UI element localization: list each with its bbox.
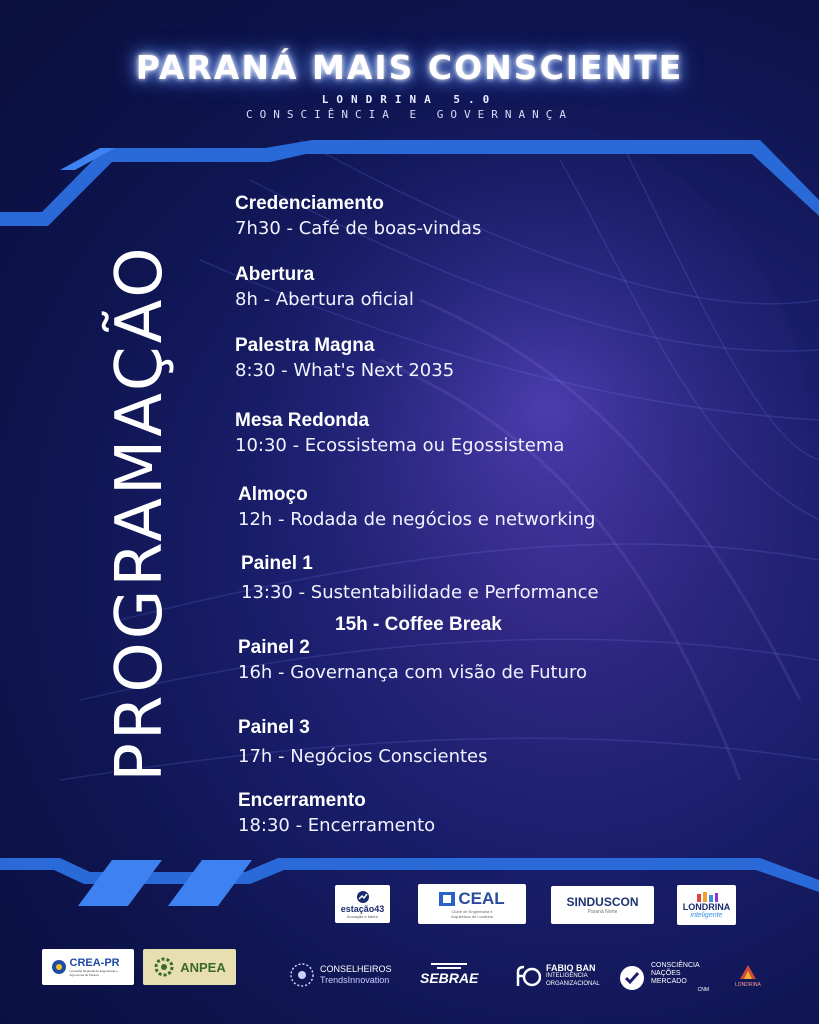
sponsor-tagline: Inovação e futuro xyxy=(347,913,378,919)
crea-icon xyxy=(51,959,67,975)
schedule-item-detail: 8h - Abertura oficial xyxy=(235,289,414,310)
schedule-item-title: Abertura xyxy=(235,264,315,285)
schedule-item-title: Almoço xyxy=(238,484,308,505)
schedule-item-almoco xyxy=(238,483,595,533)
anpea-gear-icon xyxy=(153,956,175,978)
sponsor-estacao43-logo xyxy=(335,885,390,923)
schedule-item-painel-3 xyxy=(238,716,488,770)
sponsor-name: FABIO BAN xyxy=(546,963,596,973)
sponsor-anpea-logo xyxy=(143,949,236,985)
sponsor-tagline: Clube de Engenharia e Arquitetura de Londrina xyxy=(451,909,493,919)
londrina-icon xyxy=(695,892,719,902)
sponsor-sinduscon-logo xyxy=(551,886,654,924)
sponsor-name: CEAL xyxy=(458,889,505,908)
estacao43-icon xyxy=(355,890,371,904)
schedule-item-detail: 12h - Rodada de negócios e networking xyxy=(238,509,596,530)
sponsor-crea-pr-logo xyxy=(42,949,134,985)
schedule-item-detail: 10:30 - Ecossistema ou Egossistema xyxy=(235,435,565,456)
sponsor-tagline: Conselho Regional de Engenharia e Agronomia do Paraná xyxy=(69,969,118,977)
sponsor-name: CONSCIÊNCIA NAÇÕES MERCADO xyxy=(651,962,700,985)
sponsor-name: estação43 xyxy=(340,903,385,914)
schedule-item-title: Painel 3 xyxy=(238,717,310,738)
schedule-item-detail: 18:30 - Encerramento xyxy=(238,815,436,836)
sponsor-name: CONSELHEIROS xyxy=(320,964,392,974)
sponsor-name: LONDRINA xyxy=(735,982,761,988)
sponsor-name: SEBRAE xyxy=(420,970,479,986)
schedule-item-credenciamento xyxy=(235,192,481,242)
schedule-item-title: Mesa Redonda xyxy=(235,410,370,431)
londrina-flag-icon xyxy=(738,963,758,981)
sponsor-name: CREA-PR xyxy=(69,957,120,969)
sponsor-tagline: inteligente xyxy=(690,911,723,919)
sponsor-tagline: TrendsInnovation xyxy=(320,975,390,985)
event-subtitle-theme: CONSCIÊNCIA E GOVERNANÇA xyxy=(246,108,573,121)
schedule-item-detail: 17h - Negócios Conscientes xyxy=(238,746,488,767)
schedule-item-abertura xyxy=(235,263,414,313)
sponsor-name: SINDUSCON xyxy=(566,895,639,909)
sponsor-tagline: Paraná Norte xyxy=(587,909,618,915)
sponsor-conselheiros-logo xyxy=(289,962,392,988)
schedule-item-palestra xyxy=(235,334,454,384)
sponsor-sebrae-logo xyxy=(420,963,478,986)
conselheiros-icon xyxy=(289,962,315,988)
schedule-item-encerramento xyxy=(238,789,435,839)
schedule-item-title: Painel 2 xyxy=(238,637,310,658)
schedule-item-detail: 16h - Governança com visão de Futuro xyxy=(238,662,587,683)
schedule-item-detail: 8:30 - What's Next 2035 xyxy=(235,360,455,381)
sponsor-tagline: INTELIGÊNCIA ORGANIZACIONAL xyxy=(546,973,600,987)
sponsor-cnm-logo xyxy=(618,962,709,994)
coffee-break: 15h - Coffee Break xyxy=(335,614,502,635)
fabioban-icon xyxy=(515,964,541,988)
schedule-item-painel-1 xyxy=(241,552,599,606)
sponsor-fabio-ban-logo xyxy=(515,964,608,988)
sponsor-ceal-logo xyxy=(418,884,526,924)
sebrae-icon xyxy=(431,963,467,969)
schedule-item-detail: 7h30 - Café de boas-vindas xyxy=(235,218,482,239)
sponsor-tagline: CNM xyxy=(697,987,709,993)
schedule-item-painel-2 xyxy=(238,636,587,686)
schedule-item-mesa-redonda xyxy=(235,409,564,459)
cnm-icon xyxy=(618,964,646,992)
ceal-icon xyxy=(439,892,455,906)
sponsor-londrina-flag-logo xyxy=(735,963,761,988)
schedule-item-title: Painel 1 xyxy=(241,553,313,574)
event-subtitle-edition: LONDRINA 5.0 xyxy=(321,93,498,106)
schedule-item-detail: 13:30 - Sustentabilidade e Performance xyxy=(241,582,599,603)
sponsor-name: LONDRINA xyxy=(682,901,731,912)
schedule-item-title: Encerramento xyxy=(238,790,366,811)
schedule-item-title: Credenciamento xyxy=(235,193,384,214)
schedule-item-title: Palestra Magna xyxy=(235,335,375,356)
sponsor-londrina-inteligente-logo xyxy=(677,885,736,925)
sponsor-name: ANPEA xyxy=(180,959,226,975)
event-title: PARANÁ MAIS CONSCIENTE xyxy=(135,48,684,87)
section-title-vertical: PROGRAMAÇÃO xyxy=(103,244,177,782)
